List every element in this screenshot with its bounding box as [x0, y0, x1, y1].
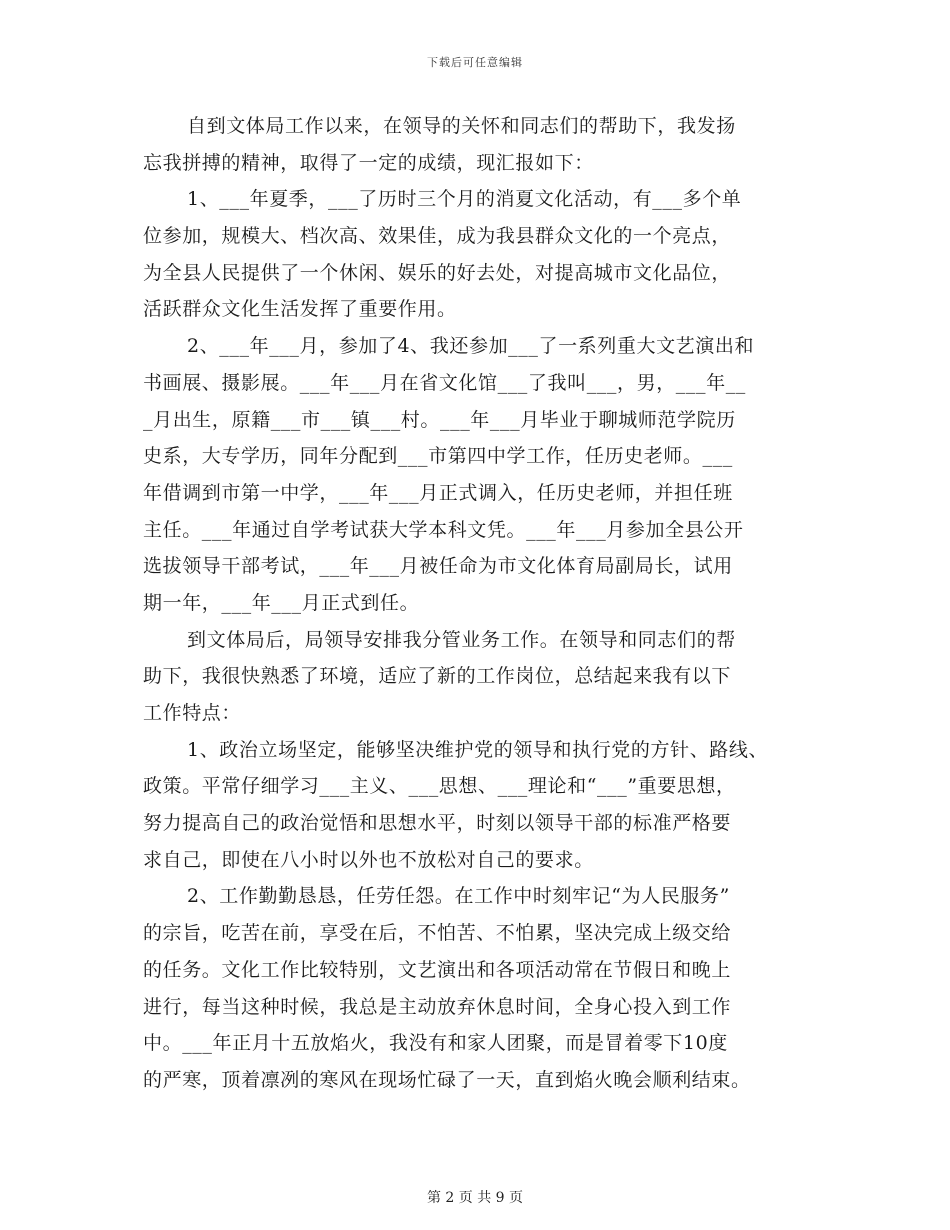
- text-line: 助下，我很快熟悉了环境，适应了新的工作岗位，总结起来我有以下: [143, 665, 732, 688]
- text-line: 主任。___年通过自学考试获大学本科文凭。___年___月参加全县公开: [143, 518, 744, 541]
- text-line: 位参加，规模大、档次高、效果佳，成为我县群众文化的一个亮点，: [143, 225, 732, 248]
- text-line: 中。___年正月十五放焰火，我没有和家人团聚，而是冒着零下10度: [143, 1032, 728, 1055]
- text-line: 活跃群众文化生活发挥了重要作用。: [143, 298, 457, 321]
- text-line: 1、政治立场坚定，能够坚决维护党的领导和执行党的方针、路线、: [187, 738, 769, 761]
- text-line: 2、___年___月，参加了4、我还参加___了一系列重大文艺演出和: [187, 335, 755, 358]
- text-line: 2、工作勤勤恳恳，任劳任怨。在工作中时刻牢记“为人民服务”: [187, 885, 730, 908]
- document-body: [143, 108, 823, 1099]
- text-line: 1、___年夏季，___了历时三个月的消夏文化活动，有___多个单: [187, 188, 742, 211]
- text-line: 求自己，即使在八小时以外也不放松对自己的要求。: [143, 848, 594, 871]
- text-line: 为全县人民提供了一个休闲、娱乐的好去处，对提高城市文化品位，: [143, 261, 732, 284]
- text-line: 书画展、摄影展。___年___月在省文化馆___了我叫___，男，___年__: [143, 371, 746, 394]
- text-line: 史系，大专学历，同年分配到___市第四中学工作，任历史老师。___: [143, 445, 733, 468]
- text-line: 选拔领导干部考试，___年___月被任命为市文化体育局副局长，试用: [143, 555, 733, 578]
- text-line: 期一年，___年___月正式到任。: [143, 591, 420, 614]
- page-footer: 第 2 页 共 9 页: [426, 1190, 524, 1206]
- text-line: 政策。平常仔细学习___主义、___思想、___理论和“___”重要思想，: [143, 775, 736, 798]
- text-line: 工作特点：: [143, 702, 242, 724]
- text-line: _月出生，原籍___市___镇___村。___年___月毕业于聊城师范学院历: [143, 408, 736, 431]
- text-line: 进行，每当这种时候，我总是主动放弃休息时间，全身心投入到工作: [143, 995, 732, 1018]
- text-line: 年借调到市第一中学，___年___月正式调入，任历史老师，并担任班: [143, 481, 733, 504]
- text-line: 的严寒，顶着凛冽的寒风在现场忙碌了一天，直到焰火晚会顺利结束。: [143, 1068, 751, 1091]
- page-header: 下载后可任意编辑: [427, 56, 523, 69]
- text-line: 到文体局后，局领导安排我分管业务工作。在领导和同志们的帮: [187, 628, 736, 651]
- text-line: 忘我拼搏的精神，取得了一定的成绩，现汇报如下：: [143, 151, 594, 174]
- text-line: 自到文体局工作以来，在领导的关怀和同志们的帮助下，我发扬: [187, 115, 736, 137]
- text-line: 的宗旨，吃苦在前，享受在后，不怕苦、不怕累，坚决完成上级交给: [143, 922, 732, 945]
- text-line: 的任务。文化工作比较特别，文艺演出和各项活动常在节假日和晚上: [143, 958, 732, 981]
- text-line: 努力提高自己的政治觉悟和思想水平，时刻以领导干部的标准严格要: [143, 812, 732, 835]
